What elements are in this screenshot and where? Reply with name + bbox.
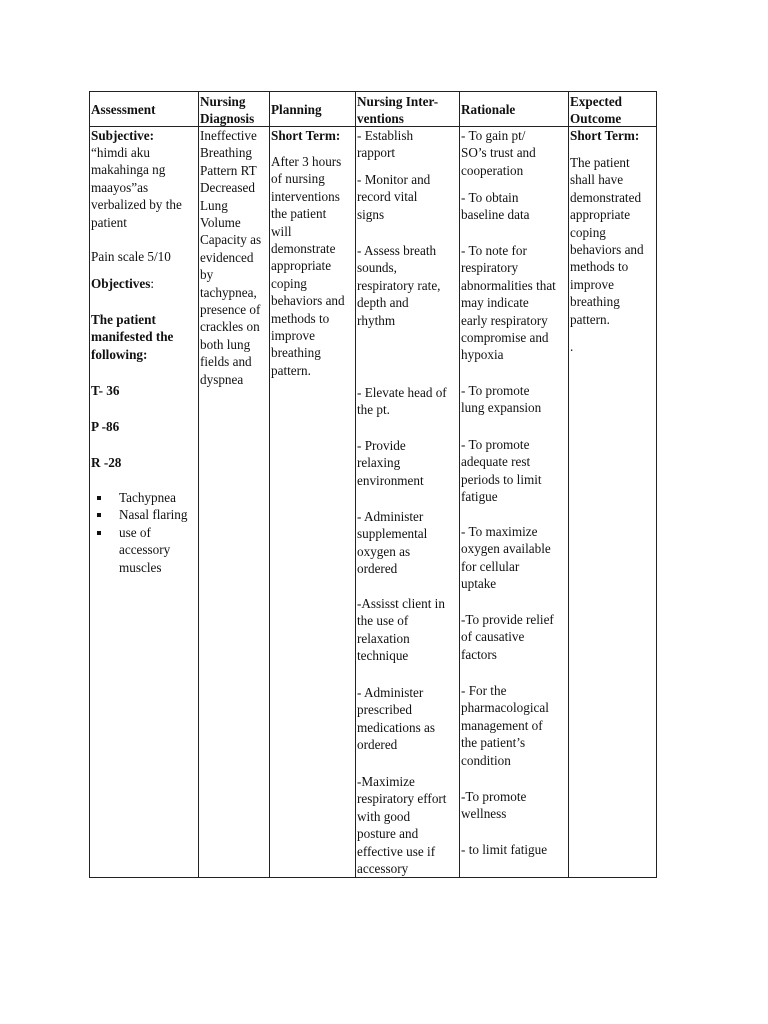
- outcome-line: appropriate: [570, 207, 631, 223]
- planning-label: Short Term:: [271, 128, 341, 143]
- intervention-line: effective use if: [357, 843, 436, 859]
- rationale-item: [461, 523, 568, 593]
- sign-line: muscles: [119, 559, 162, 575]
- intervention-line: technique: [357, 648, 409, 664]
- sign-item: Tachypnea: [93, 489, 187, 506]
- sign-line: accessory: [119, 542, 171, 558]
- outcome-cell: [569, 127, 657, 878]
- subjective-line: makahinga ng: [91, 162, 166, 178]
- rationale-line: - For the: [461, 683, 507, 698]
- rationale-line: - to limit fatigue: [461, 842, 548, 857]
- manifested-line: The patient: [91, 312, 156, 327]
- intervention-item: [357, 508, 459, 578]
- objectives-label: Objectives: [91, 276, 151, 291]
- rationale-line: of causative: [461, 629, 525, 645]
- rationale-line: baseline data: [461, 207, 530, 223]
- planning-line: breathing: [271, 345, 321, 361]
- header-outcome-line: Outcome: [570, 111, 622, 127]
- rationale-line: condition: [461, 752, 511, 768]
- vital-temperature: T- 36: [91, 383, 120, 398]
- planning-line: interventions: [271, 188, 340, 204]
- vital-respiration: R -28: [91, 455, 122, 470]
- intervention-line: supplemental: [357, 526, 428, 542]
- outcome-line: The patient: [570, 155, 630, 170]
- diagnosis-line: Capacity as: [200, 232, 262, 248]
- intervention-item: [357, 684, 459, 754]
- intervention-line: environment: [357, 472, 424, 488]
- rationale-line: wellness: [461, 806, 507, 822]
- intervention-line: - Elevate head of: [357, 385, 447, 400]
- intervention-line: respiratory effort: [357, 791, 447, 807]
- planning-text: [271, 153, 355, 379]
- rationale-line: oxygen available: [461, 541, 551, 557]
- planning-cell: [270, 127, 356, 878]
- header-rationale-text: Rationale: [461, 102, 516, 117]
- planning-line: demonstrate: [271, 241, 336, 257]
- intervention-line: - Establish: [357, 128, 414, 143]
- header-planning: [270, 92, 356, 127]
- outcome-line: coping: [570, 224, 606, 240]
- planning-line: improve: [271, 328, 315, 344]
- intervention-line: ordered: [357, 561, 398, 577]
- diagnosis-line: evidenced: [200, 249, 254, 265]
- diagnosis-line: Volume: [200, 215, 241, 231]
- diagnosis-line: Pattern RT: [200, 162, 257, 178]
- diagnosis-line: by: [200, 267, 214, 283]
- header-planning-text: Planning: [271, 102, 322, 117]
- outcome-trailing-period: .: [570, 339, 574, 354]
- intervention-line: respiratory rate,: [357, 277, 441, 293]
- rationale-line: may indicate: [461, 295, 529, 311]
- planning-line: After 3 hours: [271, 154, 342, 169]
- outcome-text: [570, 154, 656, 328]
- subjective-label: Subjective:: [91, 128, 154, 143]
- planning-line: pattern.: [271, 362, 311, 378]
- header-diagnosis-line: Diagnosis: [200, 111, 255, 127]
- intervention-line: - Assess breath: [357, 243, 437, 258]
- intervention-line: posture and: [357, 826, 419, 842]
- diagnosis-line: tachypnea,: [200, 284, 257, 300]
- header-diagnosis: [199, 92, 270, 127]
- outcome-line: behaviors and: [570, 242, 644, 258]
- header-rationale: [460, 92, 569, 127]
- rationale-line: respiratory: [461, 260, 519, 276]
- interventions-cell: [356, 127, 460, 878]
- planning-line: of nursing: [271, 171, 325, 187]
- pain-scale: Pain scale 5/10: [91, 249, 171, 264]
- rationale-item: [461, 382, 568, 417]
- header-interventions: [356, 92, 460, 127]
- manifested-line: manifested the: [91, 329, 174, 345]
- intervention-line: the pt.: [357, 402, 390, 418]
- intervention-line: prescribed: [357, 702, 412, 718]
- intervention-line: ordered: [357, 737, 398, 753]
- diagnosis-line: Decreased: [200, 180, 255, 196]
- care-plan-table: [89, 91, 657, 878]
- rationale-line: the patient’s: [461, 735, 526, 751]
- intervention-line: sounds,: [357, 260, 397, 276]
- outcome-line: improve: [570, 276, 614, 292]
- diagnosis-line: Lung: [200, 197, 228, 213]
- intervention-item: [357, 437, 459, 489]
- rationale-item: [461, 611, 568, 663]
- diagnosis-line: Breathing: [200, 145, 253, 161]
- intervention-line: the use of: [357, 613, 409, 629]
- sign-item: [93, 524, 187, 576]
- rationale-line: -To provide relief: [461, 612, 554, 627]
- intervention-line: signs: [357, 206, 385, 222]
- diagnosis-line: fields and: [200, 354, 252, 370]
- intervention-line: -Maximize: [357, 774, 415, 789]
- intervention-line: - Administer: [357, 685, 424, 700]
- intervention-line: rhythm: [357, 312, 396, 328]
- intervention-item: [357, 171, 459, 223]
- objectives-heading: [91, 275, 198, 292]
- rationale-line: - To obtain: [461, 190, 519, 205]
- rationale-line: compromise and: [461, 330, 549, 346]
- outcome-line: shall have: [570, 172, 624, 188]
- diagnosis-line: presence of: [200, 302, 261, 318]
- subjective-quote: [91, 144, 198, 231]
- rationale-line: fatigue: [461, 489, 498, 505]
- outcome-label: Short Term:: [570, 128, 640, 143]
- rationale-line: cooperation: [461, 162, 524, 178]
- intervention-item: [357, 384, 459, 419]
- signs-list: [93, 489, 187, 576]
- intervention-line: rapport: [357, 145, 396, 161]
- rationale-item: [461, 682, 568, 769]
- intervention-line: - Monitor and: [357, 172, 431, 187]
- rationale-line: - To maximize: [461, 524, 538, 539]
- rationale-item: [461, 127, 568, 179]
- rationale-item: [461, 242, 568, 364]
- intervention-item: [357, 595, 459, 665]
- rationale-item: [461, 788, 568, 823]
- header-interventions-line: Nursing Inter-: [357, 94, 439, 109]
- rationale-line: - To gain pt/: [461, 128, 526, 143]
- manifested-line: following:: [91, 346, 148, 362]
- outcome-line: breathing: [570, 294, 620, 310]
- rationale-item: [461, 436, 568, 506]
- outcome-line: methods to: [570, 259, 629, 275]
- rationale-line: adequate rest: [461, 454, 531, 470]
- objectives-colon: :: [150, 276, 154, 291]
- planning-line: coping: [271, 275, 307, 291]
- sign-line: use of: [119, 524, 151, 540]
- sign-item: Nasal flaring: [93, 506, 187, 523]
- diagnosis-line: Ineffective: [200, 128, 257, 143]
- planning-line: will: [271, 223, 292, 239]
- rationale-item: [461, 189, 568, 224]
- intervention-item: [357, 127, 459, 162]
- rationale-line: hypoxia: [461, 347, 504, 363]
- rationale-line: -To promote: [461, 789, 527, 804]
- planning-line: methods to: [271, 310, 330, 326]
- intervention-line: record vital: [357, 189, 418, 205]
- vital-pulse: P -86: [91, 419, 120, 434]
- rationale-cell: [460, 127, 569, 878]
- rationale-line: - To promote: [461, 383, 530, 398]
- rationale-item: [461, 841, 568, 858]
- rationale-line: uptake: [461, 576, 497, 592]
- header-interventions-line: ventions: [357, 111, 404, 127]
- intervention-line: medications as: [357, 719, 436, 735]
- diagnosis-line: dyspnea: [200, 371, 244, 387]
- subjective-line: verbalized by the: [91, 197, 182, 213]
- rationale-line: for cellular: [461, 558, 520, 574]
- planning-line: behaviors and: [271, 293, 345, 309]
- intervention-line: - Administer: [357, 509, 424, 524]
- intervention-line: -Assisst client in: [357, 596, 445, 611]
- header-outcome-line: Expected: [570, 94, 623, 109]
- rationale-line: abnormalities that: [461, 277, 556, 293]
- header-diagnosis-line: Nursing: [200, 94, 246, 109]
- intervention-item: [357, 242, 459, 329]
- subjective-line: “himdi aku: [91, 145, 150, 160]
- rationale-line: - To promote: [461, 437, 530, 452]
- intervention-line: oxygen as: [357, 543, 411, 559]
- subjective-line: maayos”as: [91, 179, 149, 195]
- intervention-line: relaxing: [357, 455, 401, 471]
- planning-line: appropriate: [271, 258, 332, 274]
- header-outcome: [569, 92, 657, 127]
- rationale-line: early respiratory: [461, 312, 548, 328]
- header-assessment-text: Assessment: [91, 102, 156, 117]
- diagnosis-line: both lung: [200, 336, 251, 352]
- rationale-line: lung expansion: [461, 400, 542, 416]
- intervention-item: [357, 773, 459, 877]
- subjective-line: patient: [91, 214, 127, 230]
- diagnosis-cell: [199, 127, 270, 878]
- intervention-line: relaxation: [357, 630, 410, 646]
- intervention-line: accessory: [357, 861, 409, 877]
- intervention-line: with good: [357, 808, 411, 824]
- rationale-line: pharmacological: [461, 700, 549, 716]
- rationale-line: management of: [461, 717, 543, 733]
- rationale-line: SO’s trust and: [461, 145, 536, 161]
- header-assessment: [90, 92, 199, 127]
- assessment-cell: [90, 127, 199, 878]
- intervention-line: - Provide: [357, 438, 406, 453]
- manifested-heading: [91, 311, 198, 363]
- diagnosis-text: [200, 127, 269, 388]
- rationale-line: periods to limit: [461, 471, 542, 487]
- outcome-line: pattern.: [570, 311, 610, 327]
- rationale-line: factors: [461, 646, 497, 662]
- intervention-line: depth and: [357, 295, 409, 311]
- diagnosis-line: crackles on: [200, 319, 260, 335]
- rationale-line: - To note for: [461, 243, 527, 258]
- outcome-line: demonstrated: [570, 189, 642, 205]
- planning-line: the patient: [271, 206, 327, 222]
